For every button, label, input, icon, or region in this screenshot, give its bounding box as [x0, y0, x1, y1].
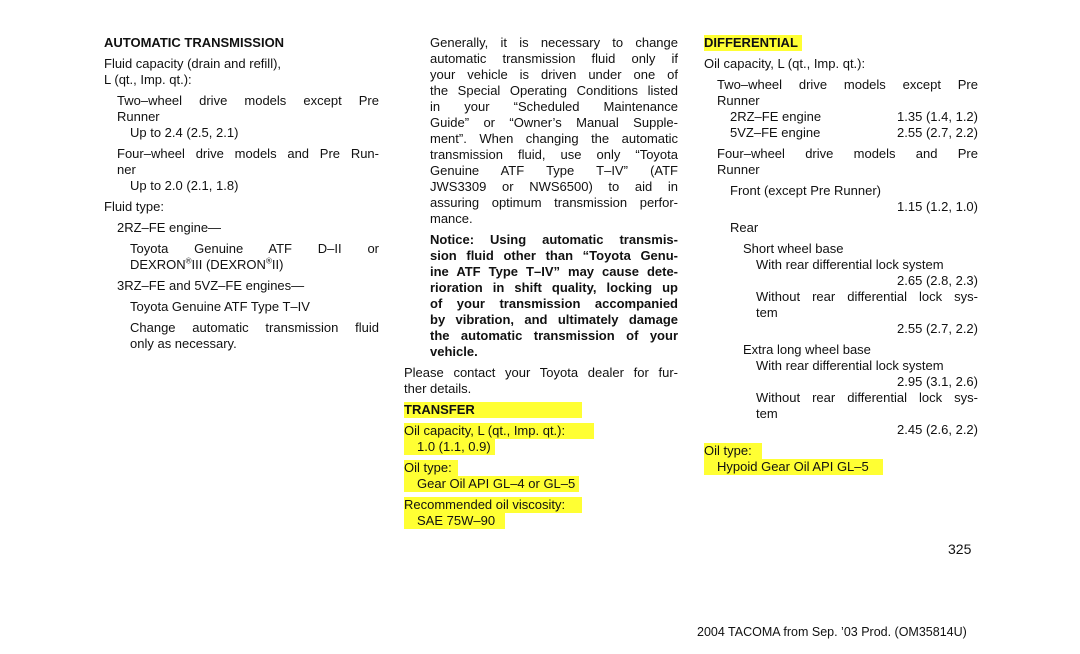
automatic-transmission-heading: AUTOMATIC TRANSMISSION: [104, 35, 285, 50]
maintenance-paragraph-line: mance.: [430, 211, 473, 226]
registered-mark: ®: [265, 256, 272, 266]
transfer-heading: TRANSFER: [404, 402, 678, 418]
maintenance-paragraph-line: assuring optimum transmission perfor-: [430, 195, 678, 210]
two-wheel-capacity-value: Up to 2.4 (2.5, 2.1): [130, 125, 239, 140]
notice-line: of your transmission accompanied: [430, 296, 678, 311]
differential-heading: DIFFERENTIAL: [704, 35, 978, 51]
extra-with-lock-label: With rear differential lock system: [756, 358, 944, 373]
contact-dealer-line: Please contact your Toyota dealer for fur-: [404, 365, 678, 380]
maintenance-paragraph-line: JWS3309 or NWS6500) to aid in: [430, 179, 678, 194]
atf-t4-line: Toyota Genuine ATF Type T–IV: [130, 299, 310, 314]
viscosity-label: Recommended oil viscosity:: [404, 497, 678, 513]
differential-oil-capacity-label: Oil capacity, L (qt., Imp. qt.):: [704, 56, 866, 71]
automatic-transmission-column: [104, 35, 379, 352]
diff-four-wheel-label-cont: Runner: [717, 162, 760, 177]
viscosity-value: SAE 75W–90: [404, 513, 678, 529]
four-wheel-models-label-cont: ner: [117, 162, 136, 177]
notice-line: Notice: Using automatic transmis-: [430, 232, 678, 247]
notice-line: vehicle.: [430, 344, 478, 359]
registered-mark: ®: [185, 256, 192, 266]
diff-2rz-label: 2RZ–FE engine: [730, 109, 822, 124]
maintenance-paragraph: [404, 35, 678, 227]
short-wheel-base-label: Short wheel base: [743, 241, 844, 256]
short-without-lock-label-cont: tem: [756, 305, 778, 320]
change-fluid-note-cont: only as necessary.: [130, 336, 237, 351]
atf-dii-line: Toyota Genuine ATF D–II or: [130, 241, 379, 256]
notice-paragraph: [404, 232, 678, 360]
diff-5vz-value: 2.55 (2.7, 2.2): [897, 125, 978, 140]
extra-without-lock-value: 2.45 (2.6, 2.2): [897, 422, 978, 437]
maintenance-paragraph-line: Generally, it is necessary to change: [430, 35, 678, 50]
maintenance-paragraph-line: ment”. When changing the automatic: [430, 131, 678, 146]
maintenance-paragraph-line: automatic transmission fluid only if: [430, 51, 678, 66]
notice-line: by vibration, and ultimately damage: [430, 312, 678, 327]
short-without-lock-value: 2.55 (2.7, 2.2): [897, 321, 978, 336]
notice-line: rioration in shift quality, locking up: [430, 280, 678, 295]
fluid-capacity-units: L (qt., Imp. qt.):: [104, 72, 192, 87]
diff-2rz-row: [704, 109, 978, 125]
contact-dealer-line-cont: ther details.: [404, 381, 472, 396]
diff-two-wheel-label-cont: Runner: [717, 93, 760, 108]
engine-3rz-5vz-label: 3RZ–FE and 5VZ–FE engines—: [117, 278, 305, 293]
diff-front-value: 1.15 (1.2, 1.0): [897, 199, 978, 214]
maintenance-paragraph-line: in your “Scheduled Maintenance: [430, 99, 678, 114]
maintenance-paragraph-line: Genuine ATF Type T–IV” (ATF: [430, 163, 678, 178]
dexron-line: DEXRON®III (DEXRON®II): [130, 256, 284, 272]
diff-2rz-value: 1.35 (1.4, 1.2): [897, 109, 978, 124]
diff-rear-label: Rear: [730, 220, 759, 235]
two-wheel-models-label: Two–wheel drive models except Pre: [117, 93, 379, 108]
notice-line: the automatic transmission of your: [430, 328, 678, 343]
two-wheel-models-label-cont: Runner: [117, 109, 160, 124]
change-fluid-note: Change automatic transmission fluid: [130, 320, 379, 335]
short-with-lock-label: With rear differential lock system: [756, 257, 944, 272]
maintenance-paragraph-line: Guide” or “Owner’s Manual Supple-: [430, 115, 678, 130]
diff-four-wheel-label: Four–wheel drive models and Pre: [717, 146, 978, 161]
diff-oil-type-value: Hypoid Gear Oil API GL–5: [704, 459, 978, 475]
extra-long-wheel-base-label: Extra long wheel base: [743, 342, 871, 357]
transmission-notes-column: [404, 35, 678, 529]
footer-text: 2004 TACOMA from Sep. ’03 Prod. (OM35814U): [697, 625, 967, 639]
maintenance-paragraph-line: transmission fluid, use only “Toyota: [430, 147, 678, 162]
extra-without-lock-label-cont: tem: [756, 406, 778, 421]
maintenance-paragraph-line: the Special Operating Conditions listed: [430, 83, 678, 98]
differential-column: [704, 35, 978, 475]
diff-5vz-row: [704, 125, 978, 141]
page-number: 325: [948, 541, 972, 557]
notice-line: ine ATF Type T–IV” may cause dete-: [430, 264, 678, 279]
engine-2rz-label: 2RZ–FE engine—: [117, 220, 222, 235]
four-wheel-capacity-value: Up to 2.0 (2.1, 1.8): [130, 178, 239, 193]
transfer-oil-capacity-value: 1.0 (1.1, 0.9): [404, 439, 678, 455]
notice-line: sion fluid other than “Toyota Genu-: [430, 248, 678, 263]
diff-front-label: Front (except Pre Runner): [730, 183, 882, 198]
fluid-type-label: Fluid type:: [104, 199, 164, 214]
transfer-oil-capacity-label: Oil capacity, L (qt., Imp. qt.):: [404, 423, 678, 439]
fluid-capacity-label: Fluid capacity (drain and refill),: [104, 56, 282, 71]
transfer-oil-type-label: Oil type:: [404, 460, 678, 476]
maintenance-paragraph-line: your vehicle is driven under one of: [430, 67, 678, 82]
diff-two-wheel-label: Two–wheel drive models except Pre: [717, 77, 978, 92]
transfer-oil-type-value: Gear Oil API GL–4 or GL–5: [404, 476, 678, 492]
short-with-lock-value: 2.65 (2.8, 2.3): [897, 273, 978, 288]
extra-with-lock-value: 2.95 (3.1, 2.6): [897, 374, 978, 389]
extra-without-lock-label: Without rear differential lock sys-: [756, 390, 978, 405]
short-without-lock-label: Without rear differential lock sys-: [756, 289, 978, 304]
diff-oil-type-label: Oil type:: [704, 443, 978, 459]
four-wheel-models-label: Four–wheel drive models and Pre Run-: [117, 146, 379, 161]
diff-5vz-label: 5VZ–FE engine: [730, 125, 821, 140]
